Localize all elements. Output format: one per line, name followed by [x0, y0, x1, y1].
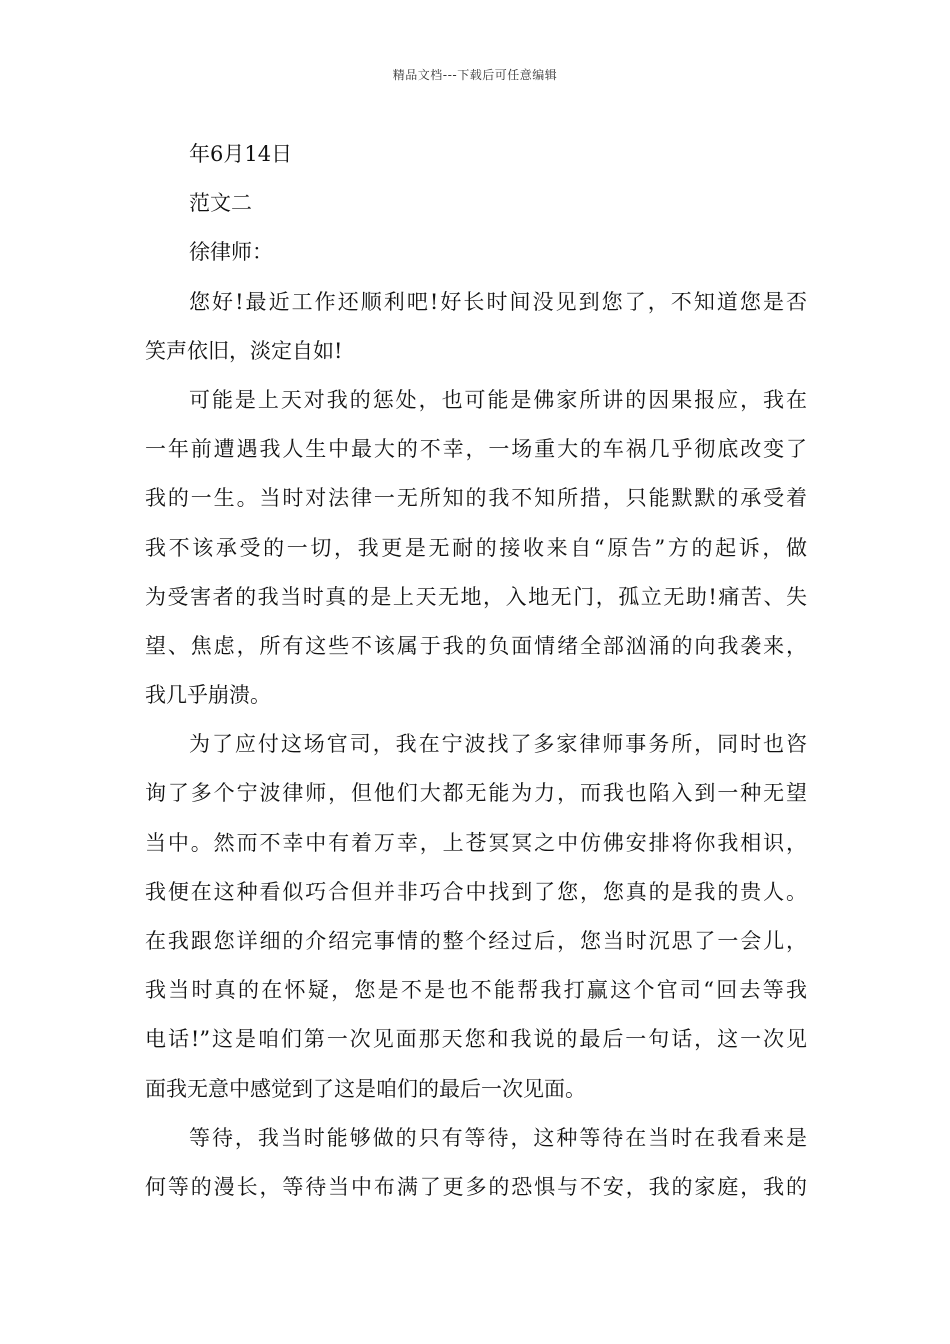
paragraph-line: 我便在这种看似巧合但并非巧合中找到了您，您真的是我的贵人。	[145, 879, 807, 904]
paragraph-line: 我不该承受的一切，我更是无耐的接收来自“原告”方的起诉，做	[145, 535, 807, 560]
paragraph-line: 等待，我当时能够做的只有等待，这种等待在当时在我看来是	[189, 1125, 807, 1150]
paragraph-line: 电话!”这是咱们第一次见面那天您和我说的最后一句话，这一次见	[145, 1027, 807, 1052]
paragraph-line: 笑声依旧，淡定自如!	[145, 338, 343, 363]
paragraph-line: 询了多个宁波律师，但他们大都无能为力，而我也陷入到一种无望	[145, 781, 807, 806]
paragraph-line: 一年前遭遇我人生中最大的不幸，一场重大的车祸几乎彻底改变了	[145, 437, 807, 462]
paragraph-line: 何等的漫长，等待当中布满了更多的恐惧与不安，我的家庭，我的	[145, 1174, 807, 1199]
page-header: 精品文档---下载后可任意编辑	[392, 68, 558, 82]
date-line: 年6月14日	[189, 142, 293, 166]
section-title: 范文二	[189, 191, 252, 216]
paragraph-line: 为受害者的我当时真的是上天无地，入地无门，孤立无助!痛苦、失	[145, 584, 807, 609]
paragraph-line: 为了应付这场官司，我在宁波找了多家律师事务所，同时也咨	[189, 732, 807, 757]
paragraph-line: 望、焦虑，所有这些不该属于我的负面情绪全部汹涌的向我袭来，	[145, 633, 807, 658]
paragraph-line: 在我跟您详细的介绍完事情的整个经过后，您当时沉思了一会儿，	[145, 929, 807, 953]
paragraph-line: 可能是上天对我的惩处，也可能是佛家所讲的因果报应，我在	[189, 387, 807, 412]
paragraph-line: 当中。然而不幸中有着万幸，上苍冥冥之中仿佛安排将你我相识，	[145, 830, 807, 855]
paragraph-line: 我当时真的在怀疑，您是不是也不能帮我打赢这个官司“回去等我	[145, 978, 807, 1003]
paragraph-line: 面我无意中感觉到了这是咱们的最后一次见面。	[145, 1076, 586, 1101]
paragraph-line: 我的一生。当时对法律一无所知的我不知所措，只能默默的承受着	[145, 486, 807, 511]
letter-body	[145, 130, 807, 1212]
paragraph-line: 我几乎崩溃。	[145, 683, 271, 708]
salutation: 徐律师：	[189, 240, 273, 265]
paragraph-line: 您好!最近工作还顺利吧!好长时间没见到您了，不知道您是否	[189, 289, 807, 314]
